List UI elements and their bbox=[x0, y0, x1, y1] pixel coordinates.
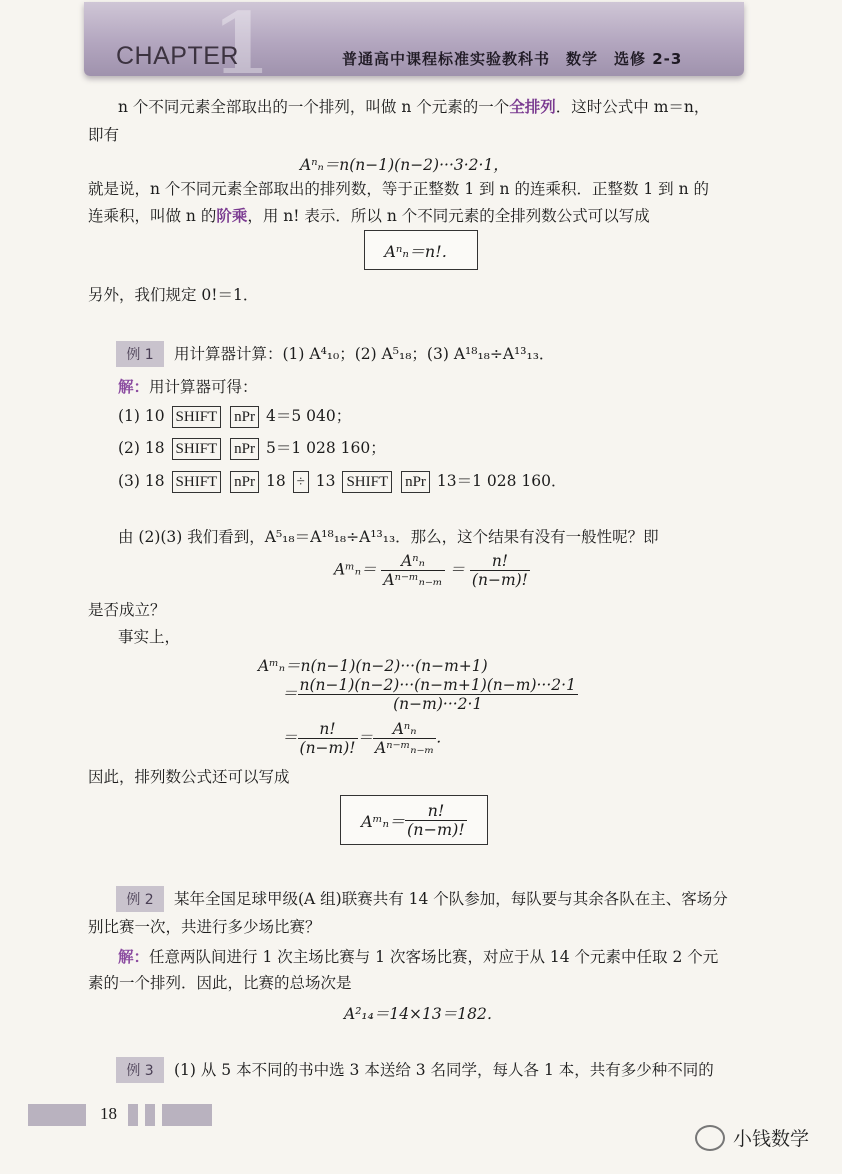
footer-decor-bar bbox=[28, 1104, 86, 1126]
text: Aᵐₙ＝ bbox=[361, 811, 406, 831]
term-full-permutation: 全排列 bbox=[509, 97, 556, 116]
solution-line: 素的一个排列．因此，比赛的总场次是 bbox=[88, 974, 352, 992]
example-question: (1) 从 5 本不同的书中选 3 本送给 3 名同学，每人各 1 本，共有多少种不同的 bbox=[174, 1061, 714, 1079]
paragraph-line bbox=[88, 203, 650, 229]
example-question: 别比赛一次，共进行多少场比赛？ bbox=[88, 918, 321, 936]
boxed-formula-factorial: Aⁿₙ＝n!． bbox=[364, 230, 478, 270]
calculator-row bbox=[118, 403, 351, 429]
text: 任意两队间进行 1 次主场比赛与 1 次客场比赛，对应于从 14 个元素中任取 2 个元 bbox=[149, 948, 719, 966]
text: 用计算器可得： bbox=[149, 378, 258, 396]
footer-decor-bar bbox=[128, 1104, 138, 1126]
derivation-step-3: ＝ $\frac{n!}{(n-m)!}$ ＝ $\frac{\text{Aⁿₙ}}{\text{Aⁿ⁻ᵐₙ₋ₘ}}$ ． bbox=[282, 720, 452, 757]
numerator: n! bbox=[405, 802, 467, 821]
boxed-formula-permutation bbox=[340, 795, 488, 845]
calculator-key: nPr bbox=[401, 471, 430, 493]
footer-decor-bar bbox=[145, 1104, 155, 1126]
chapter-number-watermark: 1 bbox=[212, 0, 271, 93]
solution-label: 解： bbox=[118, 377, 150, 396]
calculator-key: SHIFT bbox=[342, 471, 392, 493]
paragraph-line: 就是说，n 个不同元素全部取出的排列数，等于正整数 1 到 n 的连乘积．正整数 1 到 n 的 bbox=[88, 180, 710, 198]
book-series-title: 普通高中课程标准实验教科书 数学 选修 2-3 bbox=[342, 50, 683, 68]
text: 18 bbox=[265, 472, 286, 490]
watermark bbox=[695, 1124, 809, 1151]
paragraph-line: 事实上， bbox=[118, 628, 181, 646]
paragraph-line bbox=[118, 94, 709, 120]
example-question: 用计算器计算：(1) A⁴₁₀；(2) A⁵₁₈；(3) A¹⁸₁₈÷A¹³₁₃． bbox=[174, 345, 555, 363]
text: (1) 10 bbox=[118, 407, 165, 425]
formula-ratio-question: Aᵐₙ＝ $\frac{\text{Aⁿₙ}}{\text{Aⁿ⁻ᵐₙ₋ₘ}}$ ＝ $\frac{n!}{(n-m)!}$ bbox=[334, 552, 528, 589]
example-tag: 例 3 bbox=[116, 1057, 164, 1083]
numerator: n(n−1)(n−2)···(n−m+1)(n−m)···2·1 bbox=[299, 676, 576, 694]
paragraph-line: 由 (2)(3) 我们看到，A⁵₁₈＝A¹⁸₁₈÷A¹³₁₃．那么，这个结果有没有一般性呢？即 bbox=[118, 528, 659, 546]
fraction bbox=[373, 720, 436, 757]
denominator: (n−m)! bbox=[299, 739, 356, 757]
example-tag: 例 2 bbox=[116, 886, 164, 912]
calculator-key: nPr bbox=[230, 406, 259, 428]
text: 连乘积，叫做 n 的 bbox=[88, 207, 217, 225]
derivation-step-2: ＝ $\frac{n(n-1)(n-2)\cdot\cdot\cdot(n-m+1)(n-m)\cdot\cdot\cdot 2\cdot 1}{(n-m)\cdot\cdot\cdot 2\cdot 1}$ bbox=[282, 676, 576, 713]
footer-decor-bar bbox=[162, 1104, 212, 1126]
denominator: (n−m)! bbox=[407, 819, 465, 839]
wechat-icon bbox=[695, 1125, 725, 1151]
text: 4＝5 040； bbox=[265, 407, 352, 425]
paragraph-line: 即有 bbox=[88, 126, 120, 144]
text: 5＝1 028 160； bbox=[265, 439, 386, 457]
fraction bbox=[298, 676, 578, 713]
term-factorial: 阶乘 bbox=[216, 206, 248, 225]
numerator: Aⁿₙ bbox=[373, 720, 436, 739]
solution-intro bbox=[118, 374, 258, 400]
fraction bbox=[381, 552, 444, 589]
numerator: n! bbox=[298, 720, 358, 739]
text: n 个不同元素全部取出的一个排列，叫做 n 个元素的一个 bbox=[118, 98, 510, 116]
text: Aᵐₙ＝ bbox=[334, 560, 377, 579]
solution-label: 解： bbox=[118, 947, 150, 966]
paragraph-line: 另外，我们规定 0!＝1． bbox=[88, 286, 259, 304]
calculator-key: SHIFT bbox=[172, 471, 222, 493]
denominator: Aⁿ⁻ᵐₙ₋ₘ bbox=[375, 739, 435, 757]
numerator: n! bbox=[470, 552, 530, 571]
page-number: 18 bbox=[100, 1104, 117, 1123]
text: (3) 18 bbox=[118, 472, 165, 490]
text: ，用 n! 表示．所以 n 个不同元素的全排列数公式可以写成 bbox=[247, 207, 650, 225]
paragraph-line: 是否成立？ bbox=[88, 601, 166, 619]
calculator-key: SHIFT bbox=[172, 406, 222, 428]
text: ．这时公式中 m＝n， bbox=[555, 98, 710, 116]
fraction bbox=[298, 720, 358, 757]
fraction bbox=[470, 552, 530, 589]
denominator: (n−m)···2·1 bbox=[393, 695, 483, 713]
calculator-row bbox=[118, 435, 386, 461]
paragraph-line: 因此，排列数公式还可以写成 bbox=[88, 768, 290, 786]
formula-match-count: A²₁₄＝14×13＝182． bbox=[344, 1005, 503, 1023]
numerator: Aⁿₙ bbox=[381, 552, 444, 571]
calculator-key: SHIFT bbox=[172, 438, 222, 460]
solution-line bbox=[118, 944, 718, 970]
example-tag: 例 1 bbox=[116, 341, 164, 367]
chapter-label: CHAPTER bbox=[116, 42, 239, 70]
text: 13＝1 028 160． bbox=[436, 472, 567, 490]
calculator-key: nPr bbox=[230, 438, 259, 460]
example-question: 某年全国足球甲级(A 组)联赛共有 14 个队参加，每队要与其余各队在主、客场分 bbox=[174, 890, 728, 908]
watermark-text: 小钱数学 bbox=[733, 1128, 810, 1150]
calculator-row bbox=[118, 468, 566, 494]
formula-full-permutation-product: Aⁿₙ＝n(n−1)(n−2)···3·2·1， bbox=[300, 156, 509, 174]
calculator-key: ÷ bbox=[293, 471, 309, 493]
denominator: Aⁿ⁻ᵐₙ₋ₘ bbox=[383, 571, 443, 589]
calculator-key: nPr bbox=[230, 471, 259, 493]
text: 13 bbox=[315, 472, 336, 490]
denominator: (n−m)! bbox=[471, 571, 528, 589]
fraction bbox=[405, 802, 467, 839]
derivation-step-1: Aᵐₙ＝n(n−1)(n−2)···(n−m+1) bbox=[258, 657, 488, 675]
text: (2) 18 bbox=[118, 439, 165, 457]
